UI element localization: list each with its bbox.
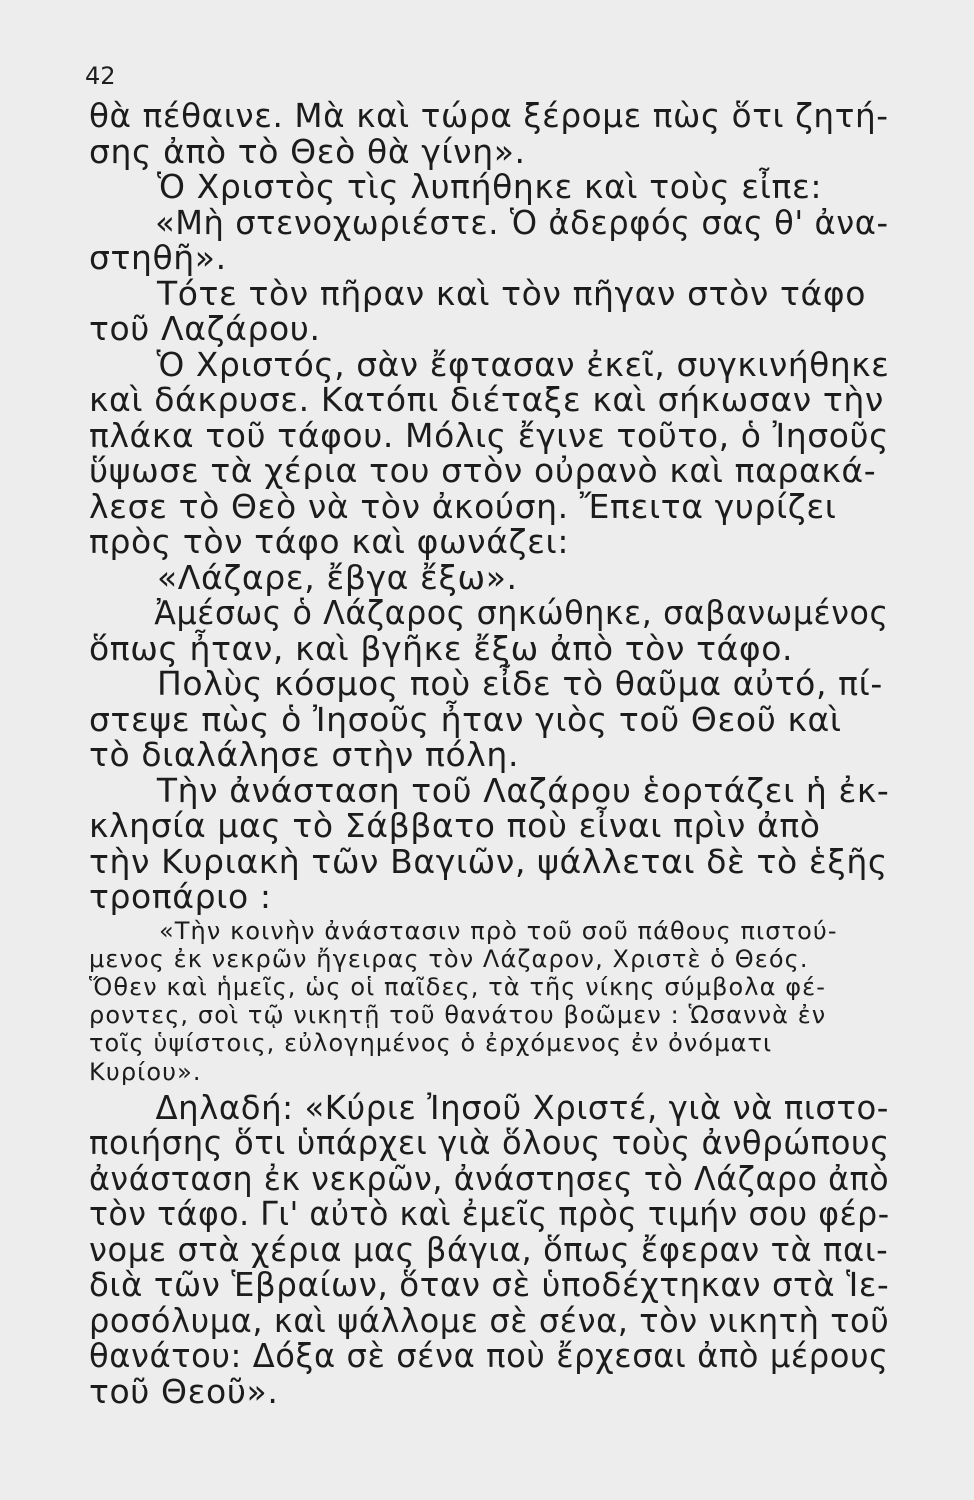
page-number: 42 (85, 62, 116, 90)
text-line: «Μὴ στενοχωριέστε. Ὁ ἀδερφός σας θ' ἀνα- (155, 202, 889, 242)
text-line: τοῖς ὑψίστοις, εὐλογημένος ὁ ἐρχόμενος ἐν ὀνόματι (89, 1029, 773, 1058)
text-line: Ὅθεν καὶ ἡμεῖς, ὡς οἱ παῖδες, τὰ τῆς νίκης σύμβολα φέ- (89, 972, 827, 1001)
text-line: Πολὺς κόσμος ποὺ εἶδε τὸ θαῦμα αὐτό, πί- (157, 664, 883, 703)
text-line: νομε στὰ χέρια μας βάγια, ὅπως ἔφεραν τὰ παι- (89, 1229, 889, 1269)
text-line: διὰ τῶν Ἑβραίων, ὅταν σὲ ὑποδέχτηκαν στὰ Ἱε- (89, 1265, 890, 1305)
text-line: τὸ διαλάλησε στὴν πόλη. (89, 735, 520, 774)
text-line: τοῦ Θεοῦ». (89, 1371, 279, 1411)
text-line: «Λάζαρε, ἔβγα ἔξω». (157, 557, 518, 597)
text-line: θὰ πέθαινε. Μὰ καὶ τώρα ξέρομε πὼς ὅτι ζητή- (89, 96, 889, 135)
text-line: ὅπως ἦταν, καὶ βγῆκε ἔξω ἀπὸ τὸν τάφο. (89, 628, 794, 668)
text-line: ροντες, σοὶ τῷ νικητῇ τοῦ θανάτου βοῶμεν : Ὡσαννὰ ἐν (89, 1001, 827, 1030)
text-line: ἀνάσταση ἐκ νεκρῶν, ἀνάστησες τὸ Λάζαρο ἀπὸ (89, 1158, 890, 1198)
text-line: «Τὴν κοινὴν ἀνάστασιν πρὸ τοῦ σοῦ πάθους πιστού- (159, 916, 838, 945)
explanation-paragraph (89, 1087, 890, 1411)
text-line: ροσόλυμα, καὶ ψάλλομε σὲ σένα, τὸν νικητὴ τοῦ (89, 1300, 890, 1340)
text-line: λεσε τὸ Θεὸ νὰ τὸν ἀκούση. Ἔπειτα γυρίζει (89, 486, 837, 526)
text-line: θανάτου: Δόξα σὲ σένα ποὺ ἔρχεσαι ἀπὸ μέρους (89, 1336, 889, 1376)
text-line: στεψε πὼς ὁ Ἰησοῦς ἦταν γιὸς τοῦ Θεοῦ καὶ (89, 699, 842, 739)
text-line: Δηλαδή: «Κύριε Ἰησοῦ Χριστέ, γιὰ νὰ πιστο- (155, 1087, 890, 1127)
text-line: τὸν τάφο. Γι' αὐτὸ καὶ ἐμεῖς πρὸς τιμήν σου φέρ- (89, 1194, 890, 1234)
text-line: τὴν Κυριακὴ τῶν Βαγιῶν, ψάλλεται δὲ τὸ ἑξῆς (89, 841, 888, 881)
narrative-paragraphs (89, 98, 889, 915)
text-line: Κυρίου». (89, 1057, 202, 1086)
text-line: στηθῆ». (89, 238, 227, 277)
text-line: μενος ἐκ νεκρῶν ἤγειρας τὸν Λάζαρον, Χριστὲ ὁ Θεός. (89, 944, 809, 973)
troparion-hymn (89, 917, 889, 1086)
text-line: σης ἀπὸ τὸ Θεὸ θὰ γίνη». (89, 131, 526, 171)
text-line: τοῦ Λαζάρου. (89, 309, 321, 348)
text-line: ποιήσης ὅτι ὑπάρχει γιὰ ὅλους τοὺς ἀνθρώπους (89, 1123, 890, 1163)
text-line: ὕψωσε τὰ χέρια του στὸν οὐρανὸ καὶ παρακά- (89, 451, 877, 490)
text-line: πρὸς τὸν τάφο καὶ φωνάζει: (89, 522, 570, 561)
text-line: τροπάριο : (89, 877, 272, 916)
text-line: κλησία μας τὸ Σάββατο ποὺ εἶναι πρὶν ἀπὸ (89, 806, 821, 845)
text-line: Τότε τὸν πῆραν καὶ τὸν πῆγαν στὸν τάφο (157, 273, 867, 313)
body-text (89, 98, 889, 1409)
text-line: καὶ δάκρυσε. Κατόπι διέταξε καὶ σήκωσαν τὴν (89, 380, 884, 419)
text-line: πλάκα τοῦ τάφου. Μόλις ἔγινε τοῦτο, ὁ Ἰησοῦς (89, 415, 890, 455)
text-line: Τὴν ἀνάσταση τοῦ Λαζάρου ἑορτάζει ἡ ἐκ- (156, 770, 890, 810)
text-line: Ὁ Χριστὸς τὶς λυπήθηκε καὶ τοὺς εἶπε: (157, 167, 823, 206)
text-line: Ἀμέσως ὁ Λάζαρος σηκώθηκε, σαβανωμένος (154, 593, 889, 632)
text-line: Ὁ Χριστός, σὰν ἔφτασαν ἐκεῖ, συγκινήθηκε (156, 344, 890, 384)
